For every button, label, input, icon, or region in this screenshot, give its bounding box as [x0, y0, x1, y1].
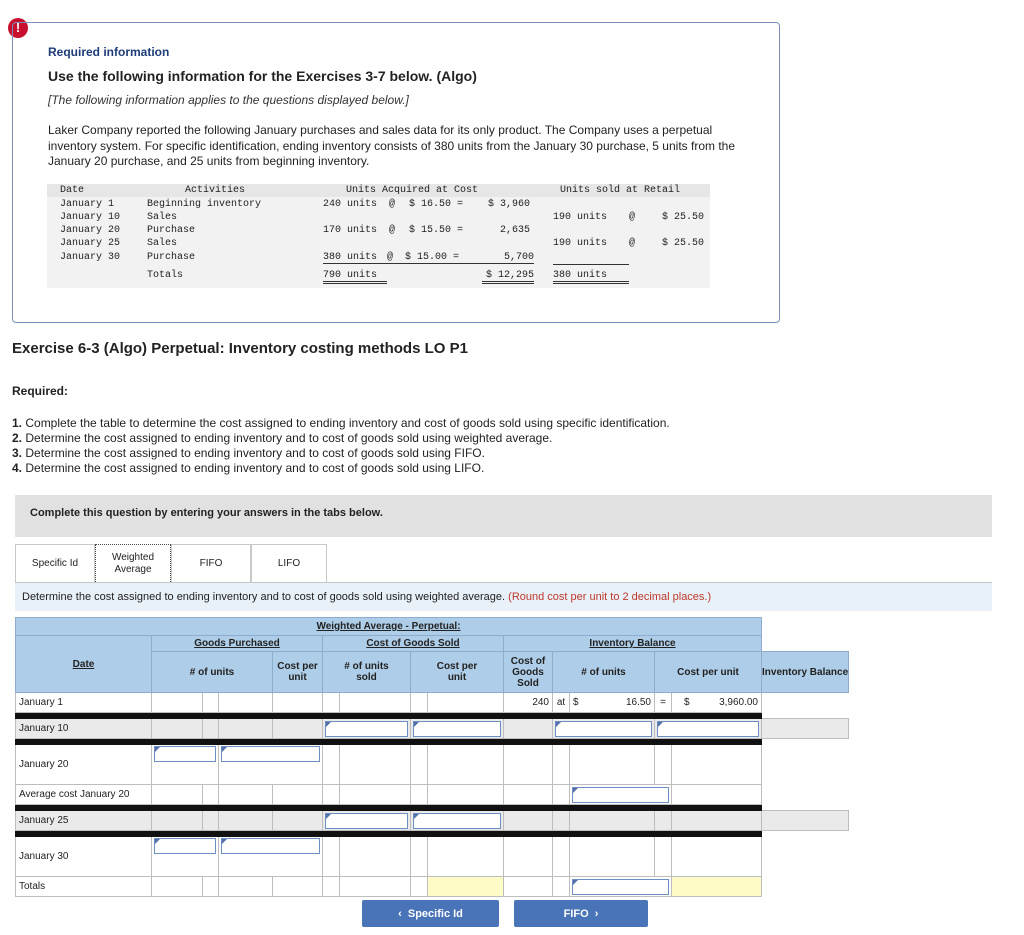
- dt-header-acquired: Units Acquired at Cost: [346, 185, 479, 196]
- row-label: Average cost January 20: [16, 785, 152, 805]
- total-cogs-cell: [428, 877, 504, 897]
- total-inv-cpu-input[interactable]: [572, 879, 669, 895]
- jan20-units-input[interactable]: [154, 746, 216, 762]
- dt-header-date: Date: [60, 185, 85, 196]
- row-label: January 25: [16, 811, 152, 831]
- dt-acq-total: 2,635: [500, 225, 531, 236]
- tab-label: Specific Id: [31, 557, 79, 569]
- dt-sold-at: @: [629, 212, 636, 223]
- dt-activity: Sales: [147, 212, 178, 223]
- row-label: January 10: [16, 719, 152, 739]
- col-inv-balance: Inventory Balance: [762, 652, 849, 693]
- col-inv-cpu: Cost per unit: [655, 652, 762, 693]
- dt-acq-units: 240 units: [323, 199, 378, 210]
- requirement-item: 2. Determine the cost assigned to ending inventory and to cost of goods sold using weighted average.: [12, 431, 553, 445]
- jan10-cost-per-unit-input[interactable]: [413, 721, 501, 737]
- dt-sold-underline: [553, 252, 629, 265]
- col-date: Date: [72, 658, 95, 670]
- tab-fifo[interactable]: [171, 544, 251, 582]
- instruction-text: Determine the cost assigned to ending inventory and to cost of goods sold using weighted average. (Round cost per unit to 2 decimal places.): [22, 591, 712, 603]
- dt-activity: Sales: [147, 238, 178, 249]
- requirement-item: 1. Complete the table to determine the cost assigned to ending inventory and cost of goods sold using specific identification.: [12, 416, 670, 430]
- table-row: [16, 745, 849, 785]
- dt-date: January 20: [60, 225, 121, 236]
- dt-sold-at: @: [629, 238, 636, 249]
- dt-date: January 25: [60, 238, 121, 249]
- jan10-inv-cpu-input[interactable]: [657, 721, 759, 737]
- dt-date: January 10: [60, 212, 121, 223]
- table-row: [16, 719, 849, 739]
- weighted-average-grid: [15, 617, 849, 897]
- required-label: Required:: [12, 384, 69, 398]
- jan10-inv-units-input[interactable]: [555, 721, 652, 737]
- tab-label: Weighted Average: [111, 551, 155, 575]
- dt-total-sold-units: 380 units: [553, 270, 629, 284]
- col-cost-per-unit: Cost per unit: [273, 652, 323, 693]
- dt-acq-total: $ 3,960: [488, 199, 531, 210]
- chevron-right-icon: ›: [588, 907, 599, 920]
- dt-at: @: [389, 225, 396, 236]
- jan1-balance-cell: $ 3,960.00: [672, 693, 762, 713]
- row-label: January 20: [16, 745, 152, 785]
- dt-sold-units: 190 units: [553, 212, 608, 223]
- table-row: [16, 837, 849, 877]
- dt-acq-cost: $ 15.50 =: [409, 225, 464, 236]
- col-units-sold: # of units sold: [323, 652, 411, 693]
- dt-date: January 30: [60, 252, 121, 263]
- dt-acq-cost: $ 16.50 =: [409, 199, 464, 210]
- dt-date: January 1: [60, 199, 115, 210]
- dt-header-sold: Units sold at Retail: [560, 185, 681, 196]
- dt-sold-price: $ 25.50: [662, 212, 705, 223]
- avg-cost-input[interactable]: [572, 787, 669, 803]
- tab-specific-id[interactable]: [15, 544, 95, 582]
- jan1-units: 240: [504, 693, 553, 713]
- next-button[interactable]: FIFO ›: [514, 900, 648, 927]
- requirements-list: [12, 416, 670, 476]
- requirement-item: 4. Determine the cost assigned to ending inventory and to cost of goods sold using LIFO.: [12, 461, 485, 475]
- dt-header-activities: Activities: [185, 185, 246, 196]
- required-info-heading: Required information: [48, 45, 170, 59]
- exercise-title: Exercise 6-3 (Algo) Perpetual: Inventory costing methods LO P1: [12, 340, 468, 357]
- col-units: # of units: [152, 652, 273, 693]
- jan1-cpu: 16.50: [625, 697, 651, 708]
- jan1-at: at: [553, 693, 570, 713]
- dt-acq-cost-row5: [387, 252, 482, 264]
- info-applies: [The following information applies to the questions displayed below.]: [48, 93, 409, 107]
- group-goods-purchased: Goods Purchased: [194, 638, 280, 649]
- dt-sold-units: 190 units: [553, 238, 608, 249]
- tab-label: LIFO: [277, 557, 301, 569]
- row-label: January 30: [16, 837, 152, 877]
- jan1-balance: 3,960.00: [719, 697, 758, 708]
- jan30-units-input[interactable]: [154, 838, 216, 854]
- grid-title: Weighted Average - Perpetual:: [316, 621, 461, 632]
- tab-label: FIFO: [199, 557, 223, 569]
- prev-button[interactable]: ‹ Specific Id: [362, 900, 499, 927]
- complete-text: Complete this question by entering your answers in the tabs below.: [30, 507, 383, 519]
- table-row: [16, 811, 849, 831]
- dt-at: @: [389, 199, 396, 210]
- tab-lifo[interactable]: [251, 544, 327, 582]
- jan1-cpu-cell: $ 16.50: [570, 693, 655, 713]
- jan25-cost-per-unit-input[interactable]: [413, 813, 501, 829]
- dt-totals-label: Totals: [147, 270, 184, 281]
- requirement-item: 3. Determine the cost assigned to ending inventory and to cost of goods sold using FIFO.: [12, 446, 485, 460]
- table-row: [16, 877, 849, 897]
- dt-sold-price: $ 25.50: [662, 238, 705, 249]
- group-cogs: Cost of Goods Sold: [366, 638, 460, 649]
- row-label: Totals: [16, 877, 152, 897]
- info-subheading: Use the following information for the Exercises 3-7 below. (Algo): [48, 68, 477, 84]
- dt-total-acq-cost: $ 12,295: [482, 270, 534, 284]
- dt-at: @: [387, 252, 394, 263]
- jan25-units-sold-input[interactable]: [325, 813, 408, 829]
- dt-total-acq-units: 790 units: [323, 270, 387, 284]
- table-row: [16, 785, 849, 805]
- table-row: [16, 693, 849, 713]
- info-paragraph: Laker Company reported the following January purchases and sales data for its only product. The Company uses a perpetual inventory system. For specific identification, ending inventory consists of 380 units from the January 30 purchase, 5 units from the January 20 purchase, and 25 units from beginning inventory.: [48, 123, 736, 168]
- chevron-left-icon: ‹: [398, 907, 408, 920]
- col-inv-units: # of units: [553, 652, 655, 693]
- col-cogs: Cost of Goods Sold: [504, 652, 553, 693]
- dt-activity: Purchase: [147, 252, 196, 263]
- dt-activity: Purchase: [147, 225, 196, 236]
- col-cost-per-unit-sold: Cost per unit: [411, 652, 504, 693]
- dt-acq-units: 380 units: [323, 252, 387, 264]
- total-inv-balance-cell: [672, 877, 762, 897]
- instruction-note: (Round cost per unit to 2 decimal places.): [508, 591, 712, 603]
- alert-icon: !: [8, 18, 28, 38]
- tab-weighted-average[interactable]: [95, 544, 171, 582]
- jan30-cost-per-unit-input[interactable]: [221, 838, 320, 854]
- row-label: January 1: [16, 693, 152, 713]
- dt-acq-units: 170 units: [323, 225, 378, 236]
- dt-acq-cost: $ 15.00 =: [405, 252, 460, 263]
- dt-activity: Beginning inventory: [147, 199, 262, 210]
- dt-acq-total: 5,700: [482, 252, 534, 264]
- group-inventory-balance: Inventory Balance: [589, 638, 676, 649]
- jan10-units-sold-input[interactable]: [325, 721, 408, 737]
- jan1-eq: =: [655, 693, 672, 713]
- jan20-cost-per-unit-input[interactable]: [221, 746, 320, 762]
